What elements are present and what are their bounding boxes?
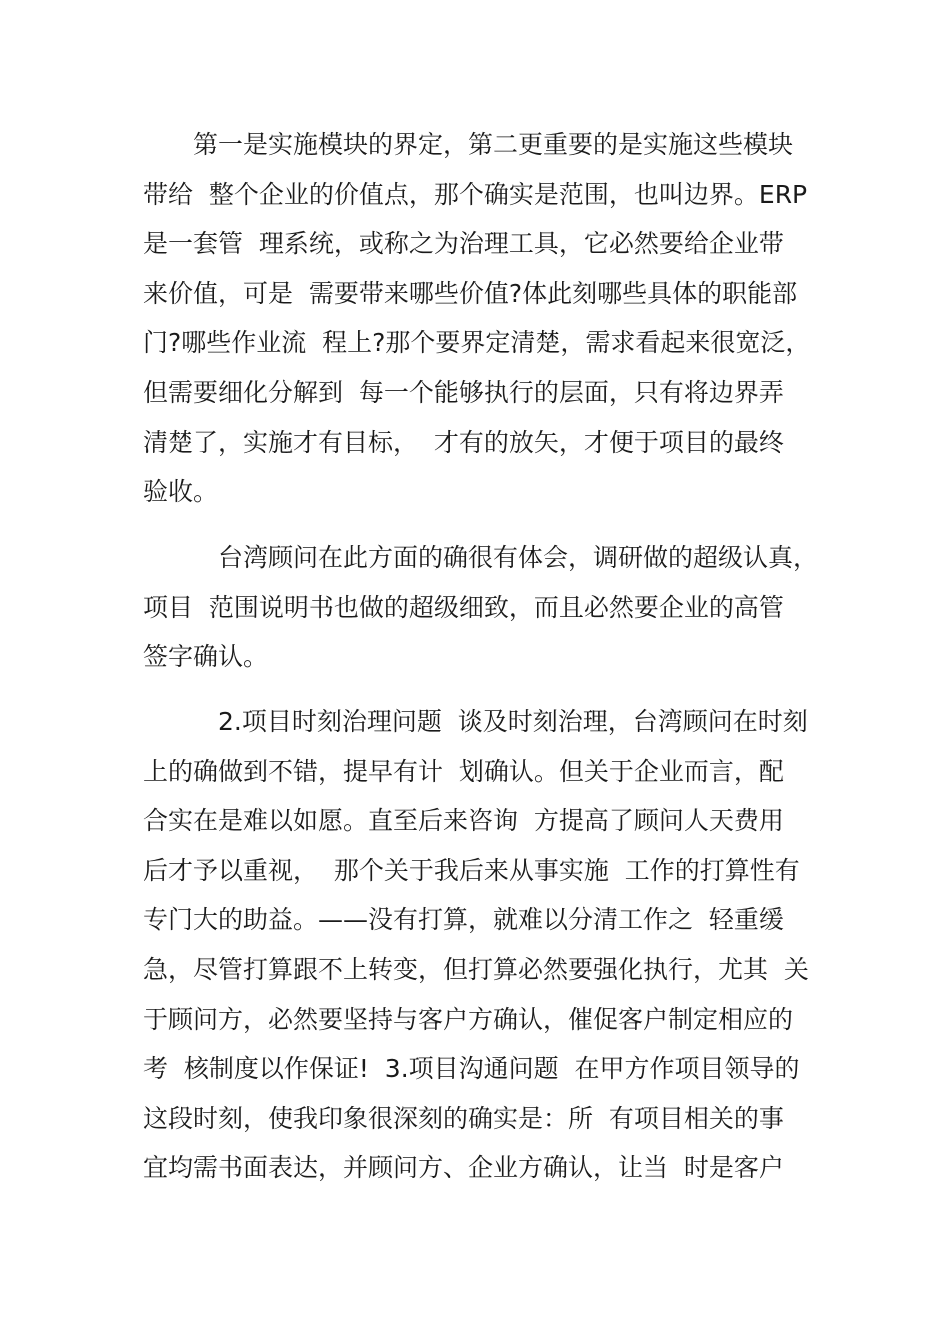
text-line: 后才予以重视， 那个关于我后来从事实施 工作的打算性有 <box>143 855 800 885</box>
text-line: 带给 整个企业的价值点，那个确实是范围，也叫边界。ERP <box>143 179 808 209</box>
text-line: 是一套管 理系统，或称之为治理工具，它必然要给企业带 <box>143 229 784 259</box>
text-line: 但需要细化分解到 每一个能够执行的层面，只有将边界弄 <box>143 377 784 407</box>
paragraph-2 <box>143 533 818 682</box>
paragraph-1 <box>143 120 810 517</box>
text-line: 验收。 <box>143 477 219 507</box>
text-line: 来价值，可是 需要带来哪些价值?体此刻哪些具体的职能部 <box>143 278 798 308</box>
text-line: 门?哪些作业流 程上?那个要界定清楚，需求看起来很宽泛， <box>143 328 811 358</box>
text-line: 2.项目时刻治理问题 谈及时刻治理，台湾顾问在时刻 <box>218 707 808 736</box>
text-line: 于顾问方，必然要坚持与客户方确认，催促客户制定相应的 <box>143 1004 794 1034</box>
text-line: 项目 范围说明书也做的超级细致，而且必然要企业的高管 <box>143 592 784 622</box>
text-line: 清楚了，实施才有目标， 才有的放矢，才便于项目的最终 <box>143 427 784 457</box>
text-line: 合实在是难以如愿。直至后来咨询 方提高了顾问人天费用 <box>143 806 784 836</box>
text-line: 这段时刻，使我印象很深刻的确实是：所 有项目相关的事 <box>143 1103 784 1133</box>
paragraph-3 <box>143 697 809 1193</box>
text-line: 急，尽管打算跟不上转变，但打算必然要强化执行，尤其 关 <box>143 954 809 984</box>
text-line: 上的确做到不错，提早有计 划确认。但关于企业而言，配 <box>143 756 784 786</box>
text-line: 台湾顾问在此方面的确很有体会，调研做的超级认真， <box>218 543 819 572</box>
text-line: 签字确认。 <box>143 642 269 672</box>
text-line: 第一是实施模块的界定，第二更重要的是实施这些模块 <box>193 130 794 159</box>
text-line: 宜均需书面表达，并顾问方、企业方确认，让当 时是客户 <box>143 1153 784 1183</box>
text-line: 考 核制度以作保证! 3.项目沟通问题 在甲方作项目领导的 <box>143 1054 800 1084</box>
text-line: 专门大的助益。——没有打算，就难以分清工作之 轻重缓 <box>143 905 784 935</box>
